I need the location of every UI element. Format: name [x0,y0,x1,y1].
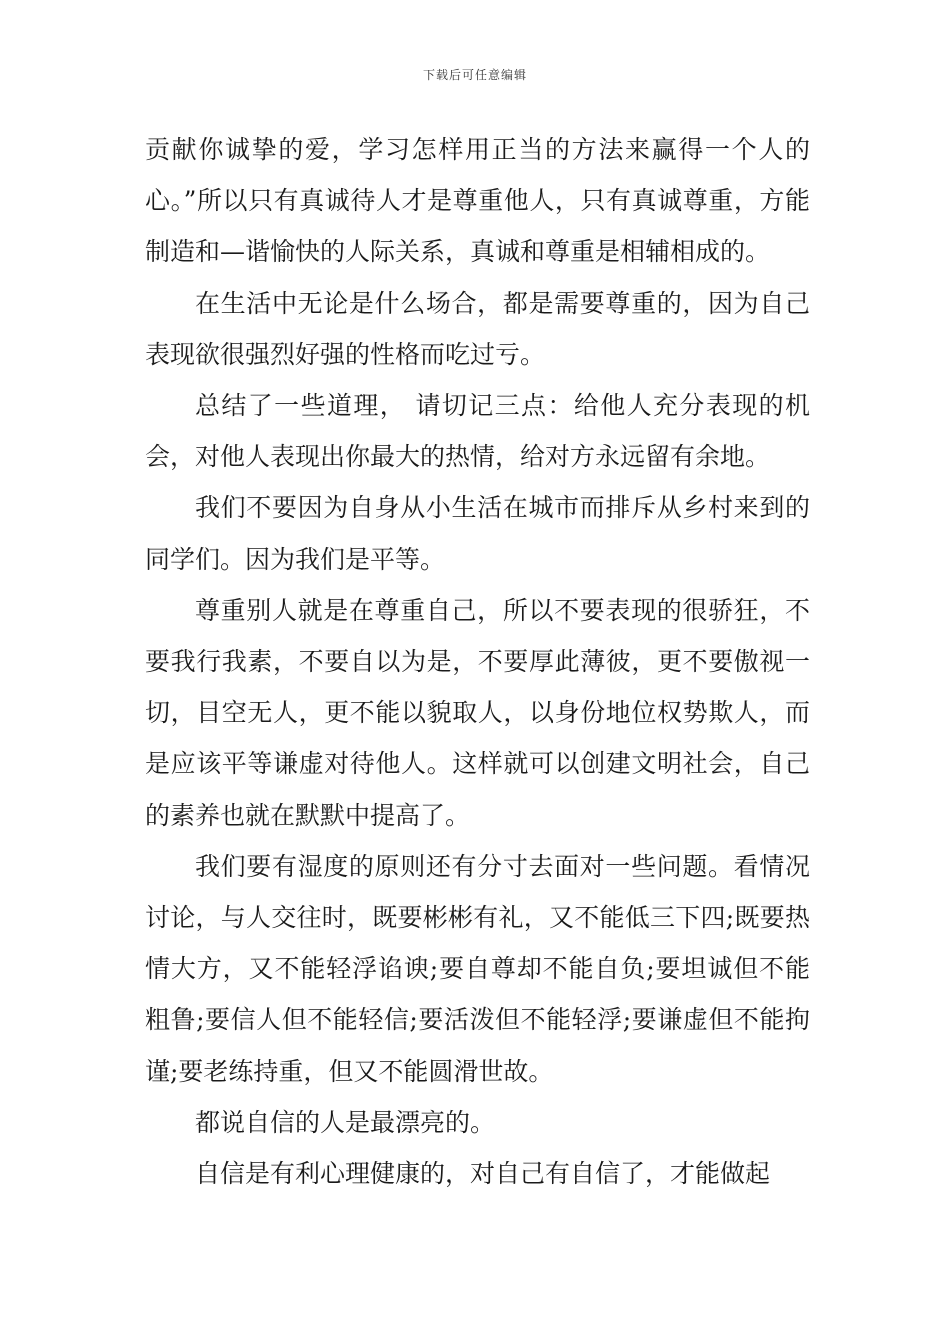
paragraph-3: 总结了一些道理， 请切记三点：给他人充分表现的机会，对他人表现出你最大的热情，给对方永远留有余地。 [145,391,810,472]
paragraph-2: 在生活中无论是什么场合，都是需要尊重的，因为自己表现欲很强烈好强的性格而吃过亏。 [145,288,810,369]
paragraph-5: 尊重别人就是在尊重自己，所以不要表现的很骄狂，不要我行我素，不要自以为是，不要厚此薄彼，更不要傲视一切，目空无人，更不能以貌取人，以身份地位权势欺人，而是应该平等谦虚对待他人。这样就可以创建文明社会，自己的素养也就在默默中提高了。 [145,595,810,830]
paragraph-7: 都说自信的人是最漂亮的。 [195,1107,496,1137]
paragraph-8: 自信是有利心理健康的，对自己有自信了，才能做起 [195,1159,771,1189]
header-note: 下载后可任意编辑 [422,68,527,82]
paragraph-4: 我们不要因为自身从小生活在城市而排斥从乡村来到的同学们。因为我们是平等。 [145,493,810,574]
body-text [145,124,810,1199]
paragraph-6: 我们要有湿度的原则还有分寸去面对一些问题。看情况讨论，与人交往时，既要彬彬有礼，又不能低三下四;既要热情大方，又不能轻浮谄谀;要自尊却不能自负;要坦诚但不能粗鲁;要信人但不能轻信;要活泼但不能轻浮;要谦虚但不能拘谨;要老练持重，但又不能圆滑世故。 [145,851,810,1086]
paragraph-1: 贡献你诚挚的爱，学习怎样用正当的方法来赢得一个人的心。”所以只有真诚待人才是尊重他人，只有真诚尊重，方能制造和—谐愉快的人际关系，真诚和尊重是相辅相成的。 [145,135,810,267]
